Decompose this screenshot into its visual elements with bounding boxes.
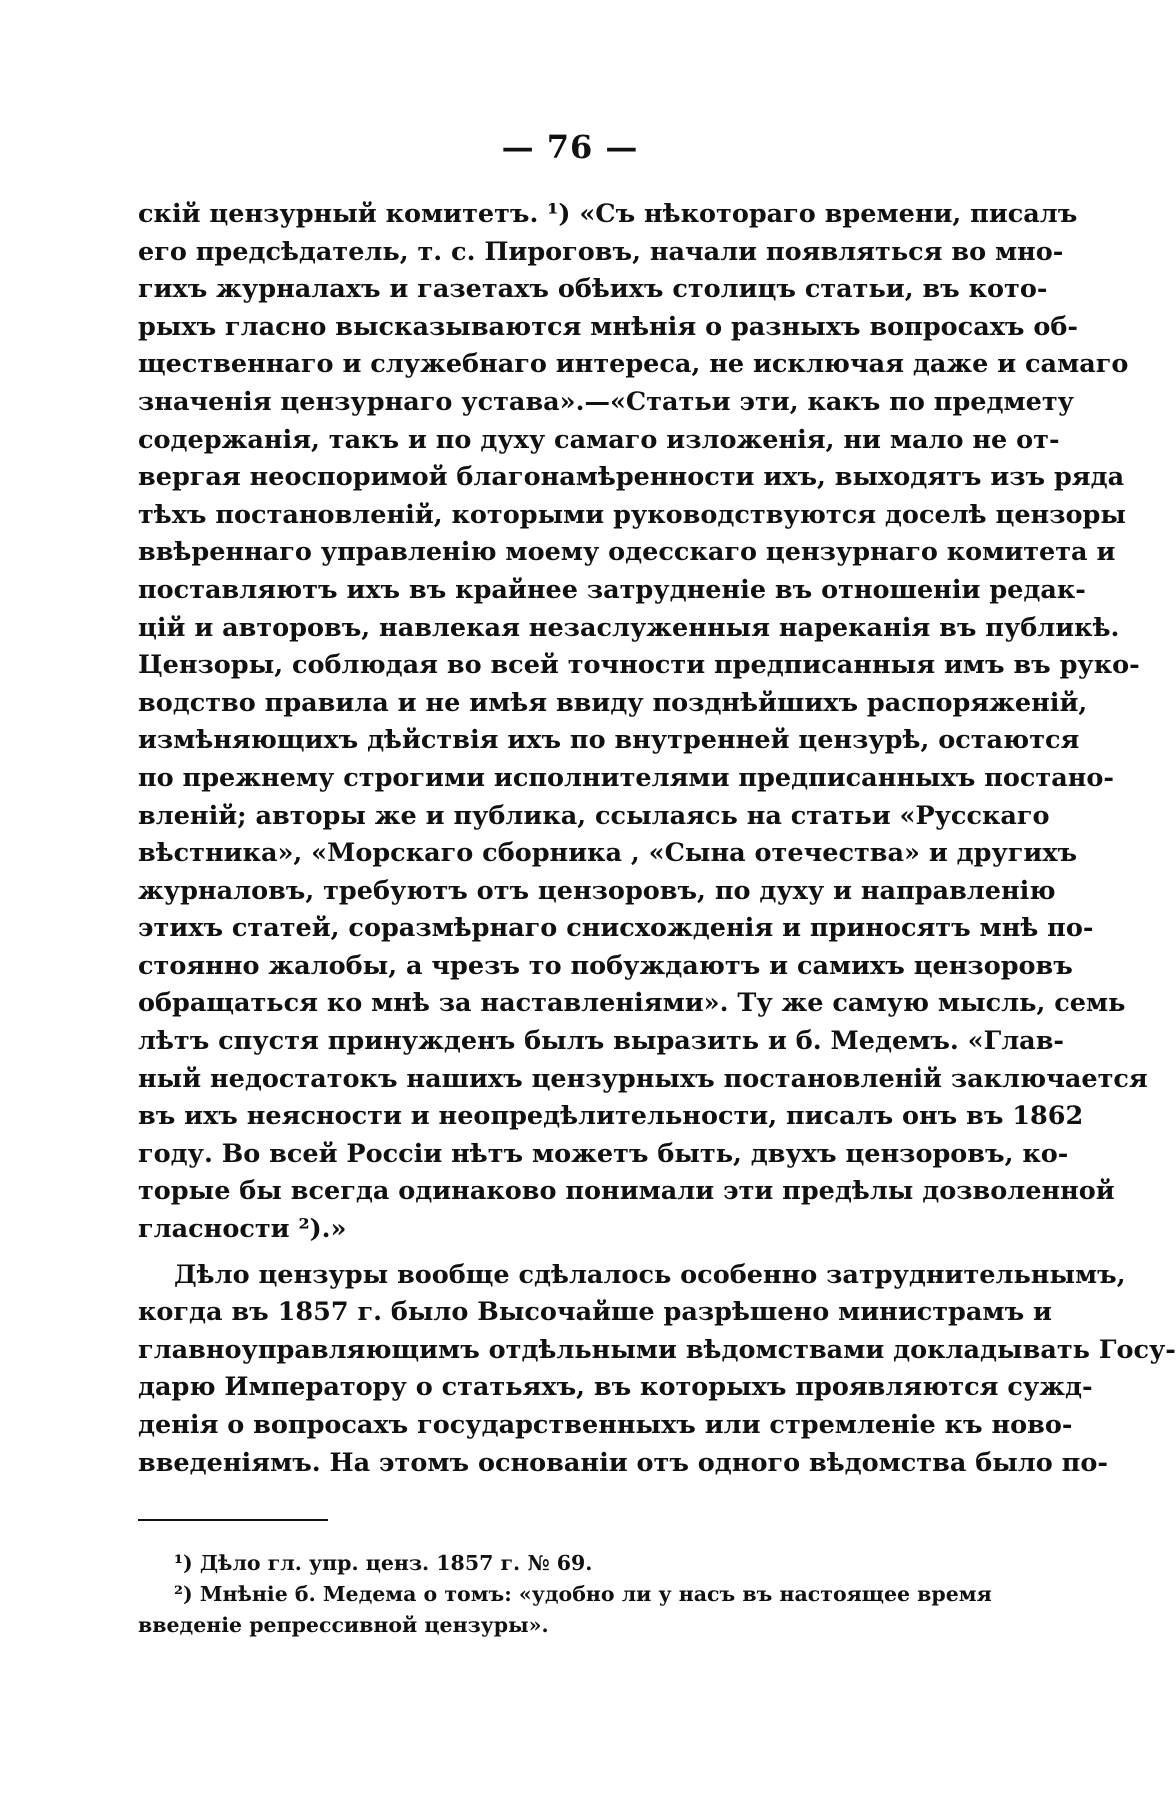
text-line: гласности ²).»: [138, 1214, 347, 1245]
text-line: цій и авторовъ, навлекая незаслуженныя нареканія въ публикѣ.: [138, 612, 1120, 643]
text-line: ввѣреннаго управленію моему одесскаго цензурнаго комитета и: [138, 537, 1116, 568]
paragraph-gap: [138, 1249, 958, 1257]
footnote-1: ¹) Дѣло гл. упр. ценз. 1857 г. № 69.: [174, 1551, 593, 1575]
text-line: году. Во всей Россіи нѣтъ можетъ быть, двухъ цензоровъ, ко-: [138, 1138, 1069, 1169]
text-line: его предсѣдатель, т. с. Пироговъ, начали появляться во мно-: [138, 236, 1064, 267]
footnotes: [138, 1548, 992, 1641]
text-line: Дѣло цензуры вообще сдѣлалось особенно затруднительнымъ,: [174, 1259, 1126, 1290]
text-line: гихъ журналахъ и газетахъ обѣихъ столицъ статьи, въ кото-: [138, 274, 1048, 305]
text-line: щественнаго и служебнаго интереса, не исключая даже и самаго: [138, 349, 1129, 380]
text-line: скій цензурный комитетъ. ¹) «Съ нѣкотораго времени, писалъ: [138, 199, 1078, 229]
footnote-2: ²) Мнѣніе б. Медема о томъ: «удобно ли у насъ въ настоящее время: [174, 1582, 992, 1606]
text-line: въ ихъ неясности и неопредѣлительности, писалъ онъ въ 1862: [138, 1101, 1084, 1132]
text-line: денія о вопросахъ государственныхъ или стремленіе къ ново-: [138, 1410, 1073, 1440]
text-line: дарю Императору о статьяхъ, въ которыхъ проявляются сужд-: [138, 1372, 1093, 1403]
text-line: содержанія, такъ и по духу самаго изложенія, ни мало не от-: [138, 424, 1060, 455]
footnote-2-cont: введеніе репрессивной цензуры».: [138, 1613, 549, 1637]
text-line: вленій; авторы же и публика, ссылаясь на статьи «Русскаго: [138, 800, 1050, 831]
text-line: обращаться ко мнѣ за наставленіями». Ту же самую мысль, семь: [138, 988, 1126, 1019]
page-number: — 76 —: [501, 128, 639, 166]
main-text: [138, 196, 1176, 1482]
text-line: по прежнему строгими исполнителями предписанныхъ постано-: [138, 762, 1115, 793]
text-line: стоянно жалобы, а чрезъ то побуждаютъ и самихъ цензоровъ: [138, 950, 1073, 981]
text-line: журналовъ, требуютъ отъ цензоровъ, по духу и направленію: [138, 875, 1056, 906]
text-line: Цензоры, соблюдая во всей точности предписанныя имъ въ руко-: [138, 650, 1140, 681]
text-line: значенія цензурнаго устава».—«Статьи эти, какъ по предмету: [138, 386, 1075, 417]
text-line: измѣняющихъ дѣйствія ихъ по внутренней цензурѣ, остаются: [138, 725, 1080, 756]
text-line: главноуправляющимъ отдѣльными вѣдомствами докладывать Госу-: [138, 1334, 1176, 1365]
text-line: ный недостатокъ нашихъ цензурныхъ постановленій заключается: [138, 1063, 1148, 1094]
text-line: вергая неоспоримой благонамѣренности ихъ, выходятъ изъ ряда: [138, 462, 1125, 493]
text-line: рыхъ гласно высказываются мнѣнія о разныхъ вопросахъ об-: [138, 311, 1078, 342]
text-line: водство правила и не имѣя ввиду позднѣйшихъ распоряженій,: [138, 687, 1088, 718]
footnote-divider: [138, 1519, 328, 1521]
text-line: вѣстника», «Морскаго сборника , «Сына отечества» и другихъ: [138, 838, 1078, 869]
text-line: введеніямъ. На этомъ основаніи отъ одного вѣдомства было по-: [138, 1447, 1108, 1478]
text-line: этихъ статей, соразмѣрнаго снисхожденія и приносятъ мнѣ по-: [138, 913, 1094, 944]
text-line: торые бы всегда одинаково понимали эти предѣлы дозволенной: [138, 1176, 1115, 1207]
text-line: лѣтъ спустя принужденъ былъ выразить и б. Медемъ. «Глав-: [138, 1026, 1065, 1057]
text-line: поставляютъ ихъ въ крайнее затрудненіе въ отношеніи редак-: [138, 574, 1086, 605]
text-line: когда въ 1857 г. было Высочайше разрѣшено министрамъ и: [138, 1297, 1052, 1328]
text-line: тѣхъ постановленій, которыми руководствуются доселѣ цензоры: [138, 499, 1126, 530]
